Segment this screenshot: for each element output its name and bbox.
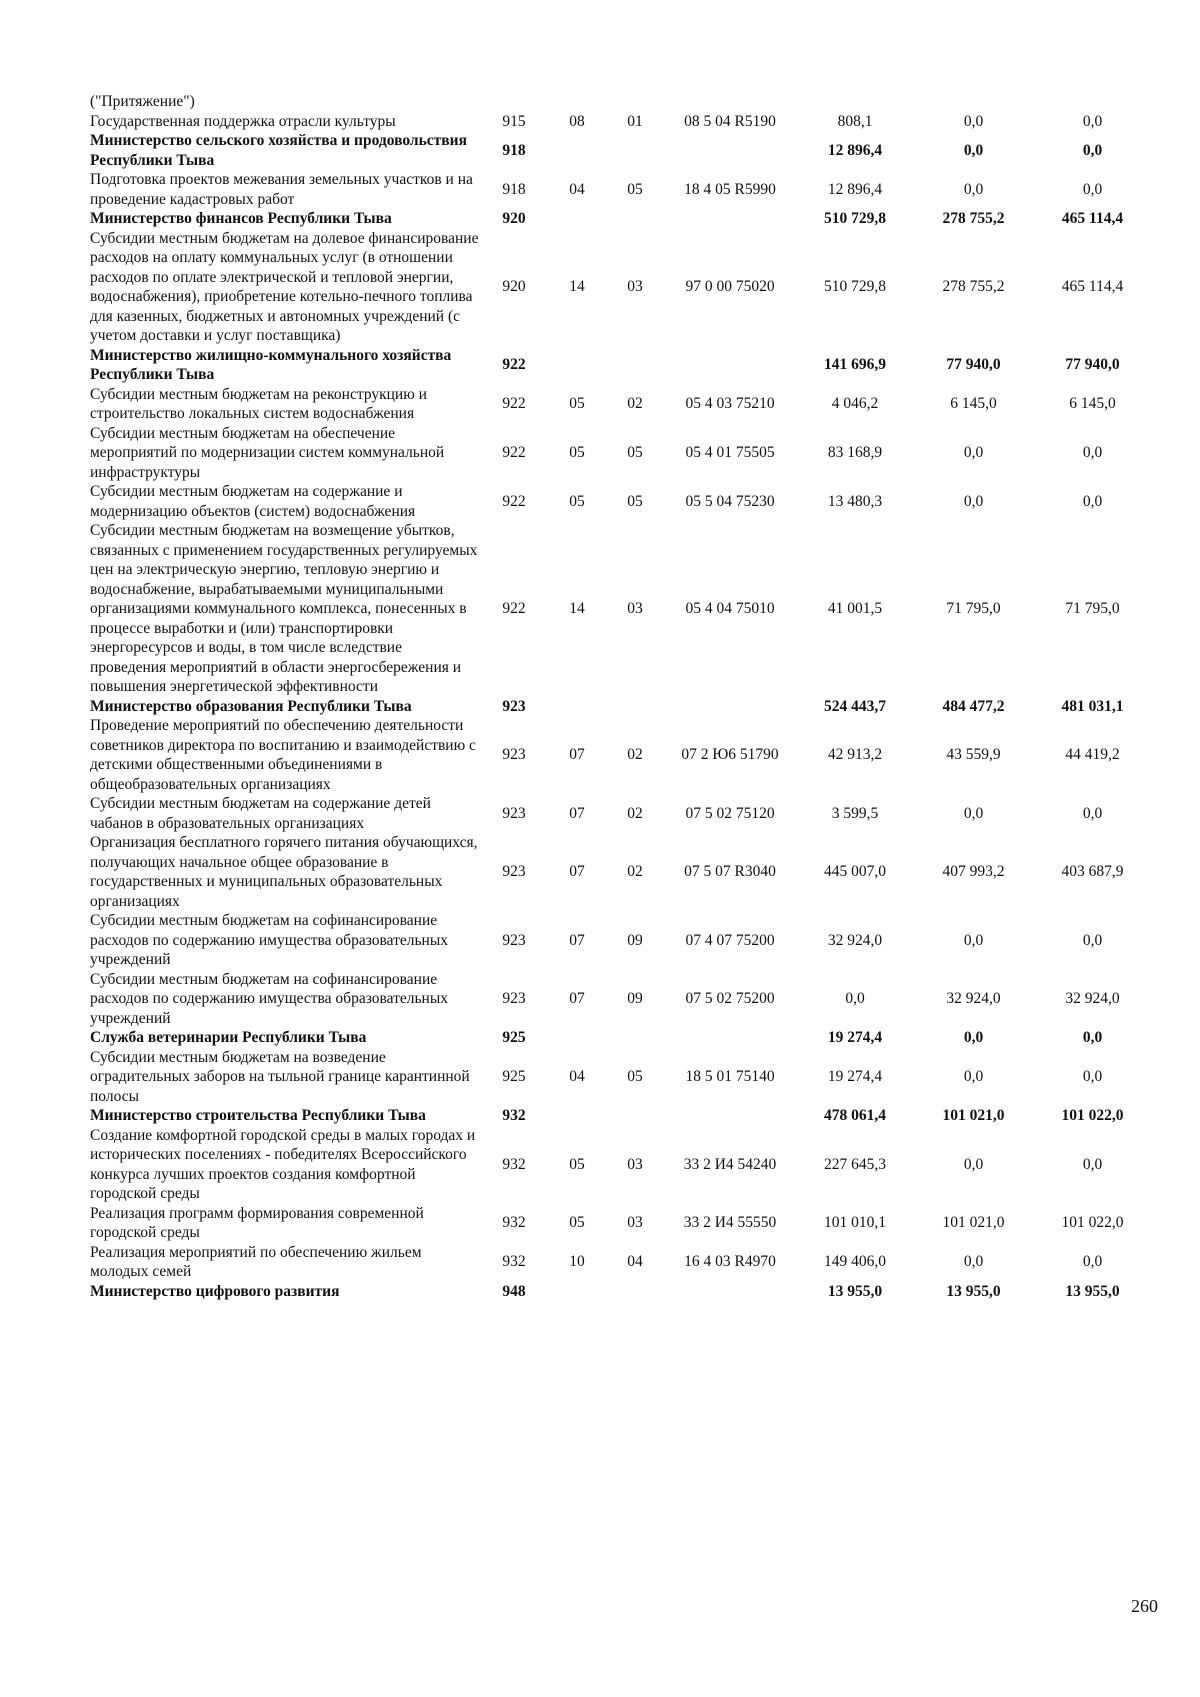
row-grbs-code: 923 (502, 990, 526, 1007)
row-amount-year-3: 0,0 (1082, 180, 1103, 198)
table-row (90, 833, 1152, 911)
row-grbs-code: 923 (502, 697, 526, 715)
row-amount-year-2: 0,0 (963, 112, 984, 130)
table-row (90, 92, 1152, 112)
row-target-article-code: 18 5 01 75140 (685, 1068, 775, 1085)
row-section-code: 05 (569, 395, 585, 413)
row-amount-year-1: 445 007,0 (824, 863, 886, 881)
row-target-article-code (664, 131, 796, 170)
row-grbs-code: 920 (502, 210, 526, 227)
row-subsection-code: 03 (627, 1155, 643, 1173)
row-grbs-code: 918 (502, 180, 526, 198)
row-amount-year-2: 43 559,9 (946, 746, 1001, 764)
row-name: Реализация программ формирования современной городской среды (90, 1204, 424, 1241)
row-grbs-code: 932 (502, 1253, 526, 1271)
row-name: ("Притяжение") (90, 93, 195, 110)
row-subsection-code: 05 (627, 1068, 643, 1085)
row-amount-year-3: 0,0 (1082, 931, 1103, 949)
row-subsection-code: 02 (627, 746, 643, 764)
row-amount-year-1: 32 924,0 (827, 931, 883, 949)
row-section-code: 07 (569, 990, 585, 1007)
row-subsection-code: 03 (627, 1214, 643, 1232)
row-amount-year-3: 0,0 (1082, 1068, 1103, 1085)
row-target-article-code (664, 209, 796, 229)
budget-table-body (90, 92, 1152, 1301)
row-section-code: 05 (569, 1214, 585, 1232)
row-target-article-code: 07 5 02 75120 (685, 804, 775, 822)
row-section-code: 05 (569, 1155, 585, 1173)
table-row (90, 911, 1152, 970)
row-subsection-code (606, 346, 664, 385)
row-grbs-code: 948 (502, 1282, 526, 1300)
row-grbs-code: 932 (502, 1107, 526, 1124)
row-amount-year-2 (914, 92, 1033, 112)
row-target-article-code: 33 2 И4 54240 (683, 1155, 777, 1173)
row-amount-year-3: 0,0 (1082, 1253, 1103, 1271)
row-amount-year-2: 6 145,0 (950, 395, 997, 413)
row-amount-year-3: 0,0 (1082, 1029, 1103, 1046)
row-subsection-code: 02 (627, 863, 643, 881)
table-row (90, 385, 1152, 424)
row-section-code: 10 (569, 1253, 585, 1271)
row-name: Министерство жилищно-коммунального хозяйства Республики Тыва (90, 346, 452, 383)
row-amount-year-3: 101 022,0 (1061, 1214, 1124, 1232)
row-name: Организация бесплатного горячего питания обучающихся, получающих начальное общее образование в государственных и муниципальных образовательных организациях (90, 834, 478, 910)
row-target-article-code (664, 1028, 796, 1048)
row-target-article-code (664, 92, 796, 112)
row-subsection-code: 03 (627, 278, 643, 296)
row-section-code: 07 (569, 746, 585, 764)
row-amount-year-3: 6 145,0 (1069, 395, 1116, 413)
row-name: Субсидии местным бюджетам на софинансирование расходов по содержанию имущества образовательных учреждений (90, 912, 448, 968)
row-amount-year-2: 0,0 (963, 141, 984, 159)
row-name: Служба ветеринарии Республики Тыва (90, 1029, 367, 1046)
row-section-code (548, 1282, 606, 1302)
row-section-code (548, 131, 606, 170)
row-section-code: 05 (569, 492, 585, 510)
row-amount-year-2: 278 755,2 (942, 278, 1005, 296)
row-amount-year-2: 0,0 (963, 444, 984, 461)
row-subsection-code: 02 (627, 804, 643, 822)
row-name: Министерство образования Республики Тыва (90, 697, 412, 715)
row-target-article-code: 16 4 03 R4970 (684, 1253, 776, 1271)
row-amount-year-3: 465 114,4 (1061, 210, 1124, 227)
row-section-code: 14 (569, 600, 585, 617)
row-subsection-code: 09 (627, 931, 643, 949)
row-amount-year-3: 77 940,0 (1065, 356, 1120, 374)
row-amount-year-3: 44 419,2 (1065, 746, 1120, 764)
row-name: Министерство цифрового развития (90, 1282, 340, 1300)
row-grbs-code: 932 (502, 1214, 526, 1232)
table-row-ministry (90, 697, 1152, 717)
budget-table (90, 92, 1152, 1301)
table-row-ministry (90, 131, 1152, 170)
row-target-article-code: 08 5 04 R5190 (684, 112, 776, 130)
table-row-ministry (90, 1028, 1152, 1048)
row-amount-year-3: 0,0 (1082, 444, 1103, 461)
table-row (90, 229, 1152, 346)
row-name: Субсидии местным бюджетам на возмещение убытков, связанных с применением государственных регулируемых цен на электрическую энергию, тепловую энергию и водоснабжение, вырабатываемыми муниципальными организациями коммунального комплекса, понесенных в процессе выработки и (или) транспортировки энергоресурсов и воды, в том числе вследствие проведения мероприятий в области энергосбережения и повышения энергетической эффективности (90, 522, 478, 695)
row-amount-year-2: 0,0 (963, 492, 984, 510)
row-section-code: 07 (569, 931, 585, 949)
row-amount-year-2: 0,0 (963, 1155, 984, 1173)
row-amount-year-2: 32 924,0 (946, 990, 1001, 1007)
row-name: Субсидии местным бюджетам на софинансирование расходов по содержанию имущества образовательных учреждений (90, 970, 448, 1027)
row-amount-year-3: 0,0 (1082, 1155, 1103, 1173)
row-grbs-code (480, 92, 548, 112)
row-amount-year-1: 83 168,9 (827, 444, 883, 461)
row-amount-year-2: 0,0 (963, 1029, 984, 1046)
row-amount-year-1: 12 896,4 (827, 141, 883, 159)
row-target-article-code (664, 697, 796, 717)
row-name: Субсидии местным бюджетам на содержание и модернизацию объектов (систем) водоснабжения (90, 483, 416, 520)
row-grbs-code: 923 (502, 804, 526, 822)
row-amount-year-2: 77 940,0 (946, 356, 1001, 374)
row-section-code: 08 (569, 112, 585, 130)
row-subsection-code (606, 1106, 664, 1126)
row-amount-year-1: 19 274,4 (827, 1068, 883, 1085)
row-amount-year-1: 141 696,9 (824, 356, 886, 374)
table-row-ministry (90, 209, 1152, 229)
row-section-code (548, 1028, 606, 1048)
row-amount-year-1: 101 010,1 (824, 1214, 886, 1232)
row-amount-year-3: 71 795,0 (1065, 600, 1120, 617)
row-grbs-code: 923 (502, 931, 526, 949)
row-amount-year-1: 3 599,5 (831, 804, 879, 822)
row-amount-year-3: 465 114,4 (1061, 278, 1124, 296)
row-amount-year-1: 4 046,2 (831, 395, 879, 413)
row-subsection-code: 05 (627, 444, 643, 461)
row-name: Субсидии местным бюджетам на содержание детей чабанов в образовательных организациях (90, 795, 431, 832)
row-amount-year-2: 0,0 (963, 931, 984, 949)
row-subsection-code: 05 (627, 180, 643, 198)
row-amount-year-2: 0,0 (963, 804, 984, 822)
row-name: Проведение мероприятий по обеспечению деятельности советников директора по воспитанию и взаимодействию с детскими общественными объединениями в общеобразовательных организациях (90, 717, 476, 793)
row-target-article-code: 07 5 02 75200 (685, 990, 775, 1007)
row-amount-year-2: 0,0 (963, 180, 984, 198)
row-grbs-code: 922 (502, 492, 526, 510)
row-amount-year-1: 510 729,8 (824, 210, 886, 227)
row-grbs-code: 922 (502, 356, 526, 374)
table-row (90, 170, 1152, 209)
table-row (90, 716, 1152, 794)
row-amount-year-2: 484 477,2 (942, 697, 1005, 715)
row-amount-year-3: 32 924,0 (1065, 990, 1120, 1007)
row-target-article-code (664, 1106, 796, 1126)
row-amount-year-1: 478 061,4 (824, 1107, 886, 1124)
row-amount-year-2: 278 755,2 (942, 210, 1005, 227)
row-section-code: 05 (569, 444, 585, 461)
row-target-article-code: 07 4 07 75200 (685, 931, 775, 949)
row-target-article-code: 18 4 05 R5990 (684, 180, 776, 198)
row-grbs-code: 925 (502, 1029, 526, 1046)
row-amount-year-1: 808,1 (837, 112, 873, 130)
table-row (90, 521, 1152, 697)
row-name: Субсидии местным бюджетам на реконструкцию и строительство локальных систем водоснабжения (90, 385, 427, 422)
row-amount-year-2: 101 021,0 (942, 1107, 1005, 1124)
row-grbs-code: 918 (502, 141, 526, 159)
row-amount-year-1: 227 645,3 (824, 1155, 886, 1173)
row-target-article-code: 05 4 03 75210 (685, 395, 775, 413)
row-name: Государственная поддержка отрасли культуры (90, 112, 396, 130)
row-subsection-code: 04 (627, 1253, 643, 1271)
table-row-ministry (90, 346, 1152, 385)
table-row (90, 112, 1152, 132)
row-name: Реализация мероприятий по обеспечению жильем молодых семей (90, 1243, 422, 1280)
row-section-code: 04 (569, 1068, 585, 1085)
table-row (90, 482, 1152, 521)
row-amount-year-2: 0,0 (963, 1253, 984, 1271)
row-name: Подготовка проектов межевания земельных участков и на проведение кадастровых работ (90, 171, 473, 208)
row-grbs-code: 923 (502, 863, 526, 881)
row-section-code: 14 (569, 278, 585, 296)
row-amount-year-1: 13 480,3 (827, 492, 883, 510)
row-section-code: 07 (569, 863, 585, 881)
row-subsection-code: 03 (627, 600, 643, 617)
row-amount-year-2: 13 955,0 (946, 1282, 1001, 1300)
table-row (90, 424, 1152, 483)
row-target-article-code (664, 346, 796, 385)
row-subsection-code (606, 209, 664, 229)
row-subsection-code (606, 92, 664, 112)
row-subsection-code: 09 (627, 990, 643, 1007)
row-name: Субсидии местным бюджетам на долевое финансирование расходов на оплату коммунальных услуг (в отношении расходов по оплате электрической и тепловой энергии, водоснабжения), приобретение котельно-печного топлива для казенных, бюджетных и автономных учреждений (с учетом доставки и услуг поставщика) (90, 229, 479, 344)
row-amount-year-3: 0,0 (1082, 492, 1103, 510)
row-target-article-code: 33 2 И4 55550 (683, 1214, 777, 1232)
row-amount-year-2: 101 021,0 (942, 1214, 1005, 1232)
row-grbs-code: 920 (502, 278, 526, 296)
row-amount-year-1: 510 729,8 (824, 278, 886, 296)
row-subsection-code (606, 697, 664, 717)
row-amount-year-2: 71 795,0 (946, 600, 1001, 617)
row-name: Министерство финансов Республики Тыва (90, 210, 392, 227)
row-grbs-code: 922 (502, 600, 526, 617)
row-amount-year-3: 0,0 (1082, 112, 1103, 130)
row-grbs-code: 925 (502, 1068, 526, 1085)
row-grbs-code: 923 (502, 746, 526, 764)
row-amount-year-1: 0,0 (845, 990, 865, 1007)
row-section-code (548, 346, 606, 385)
row-amount-year-3: 0,0 (1082, 804, 1103, 822)
row-amount-year-3: 481 031,1 (1061, 697, 1124, 715)
row-grbs-code: 922 (502, 395, 526, 413)
table-row (90, 1204, 1152, 1243)
row-section-code (548, 92, 606, 112)
row-target-article-code (664, 1282, 796, 1302)
row-amount-year-3: 13 955,0 (1065, 1282, 1120, 1300)
row-amount-year-1: 42 913,2 (827, 746, 883, 764)
row-subsection-code (606, 131, 664, 170)
table-row (90, 1048, 1152, 1107)
row-amount-year-1 (796, 92, 914, 112)
row-name: Субсидии местным бюджетам на возведение оградительных заборов на тыльной границе карантинной полосы (90, 1048, 470, 1105)
row-target-article-code: 07 2 Ю6 51790 (681, 746, 779, 764)
row-section-code (548, 209, 606, 229)
row-amount-year-2: 407 993,2 (942, 863, 1005, 881)
row-amount-year-3: 101 022,0 (1061, 1107, 1124, 1124)
row-amount-year-1: 13 955,0 (827, 1282, 883, 1300)
row-target-article-code: 05 4 01 75505 (685, 444, 775, 461)
row-subsection-code: 02 (627, 395, 643, 413)
table-row (90, 794, 1152, 833)
row-section-code (548, 697, 606, 717)
row-target-article-code: 05 5 04 75230 (685, 492, 775, 510)
table-row (90, 970, 1152, 1029)
row-amount-year-1: 41 001,5 (827, 600, 883, 617)
row-grbs-code: 915 (502, 112, 526, 130)
row-subsection-code: 05 (627, 492, 643, 510)
row-section-code: 07 (569, 804, 585, 822)
row-amount-year-3: 0,0 (1082, 141, 1103, 159)
row-target-article-code: 05 4 04 75010 (685, 600, 775, 617)
table-row (90, 1126, 1152, 1204)
row-amount-year-2: 0,0 (963, 1068, 984, 1085)
row-amount-year-3: 403 687,9 (1061, 863, 1124, 881)
table-row-ministry (90, 1106, 1152, 1126)
table-row (90, 1243, 1152, 1282)
row-name: Субсидии местным бюджетам на обеспечение мероприятий по модернизации систем коммунальной инфраструктуры (90, 424, 445, 481)
row-name: Министерство строительства Республики Тыва (90, 1107, 426, 1124)
row-section-code (548, 1106, 606, 1126)
row-amount-year-1: 19 274,4 (827, 1029, 883, 1046)
row-subsection-code (606, 1028, 664, 1048)
table-row-ministry (90, 1282, 1152, 1302)
row-amount-year-1: 12 896,4 (827, 180, 883, 198)
row-amount-year-3 (1033, 92, 1152, 112)
row-target-article-code: 07 5 07 R3040 (684, 863, 776, 881)
row-name: Создание комфортной городской среды в малых городах и исторических поселениях - победителях Всероссийского конкурса лучших проектов создания комфортной городской среды (90, 1126, 476, 1202)
row-name: Министерство сельского хозяйства и продовольствия Республики Тыва (90, 132, 467, 169)
page-number: 260 (1131, 1596, 1158, 1616)
row-amount-year-1: 524 443,7 (824, 697, 886, 715)
row-subsection-code: 01 (627, 112, 643, 130)
row-amount-year-1: 149 406,0 (824, 1253, 886, 1271)
row-grbs-code: 922 (502, 444, 526, 461)
row-section-code: 04 (569, 180, 585, 198)
row-target-article-code: 97 0 00 75020 (685, 278, 775, 296)
row-grbs-code: 932 (502, 1155, 526, 1173)
row-subsection-code (606, 1282, 664, 1302)
